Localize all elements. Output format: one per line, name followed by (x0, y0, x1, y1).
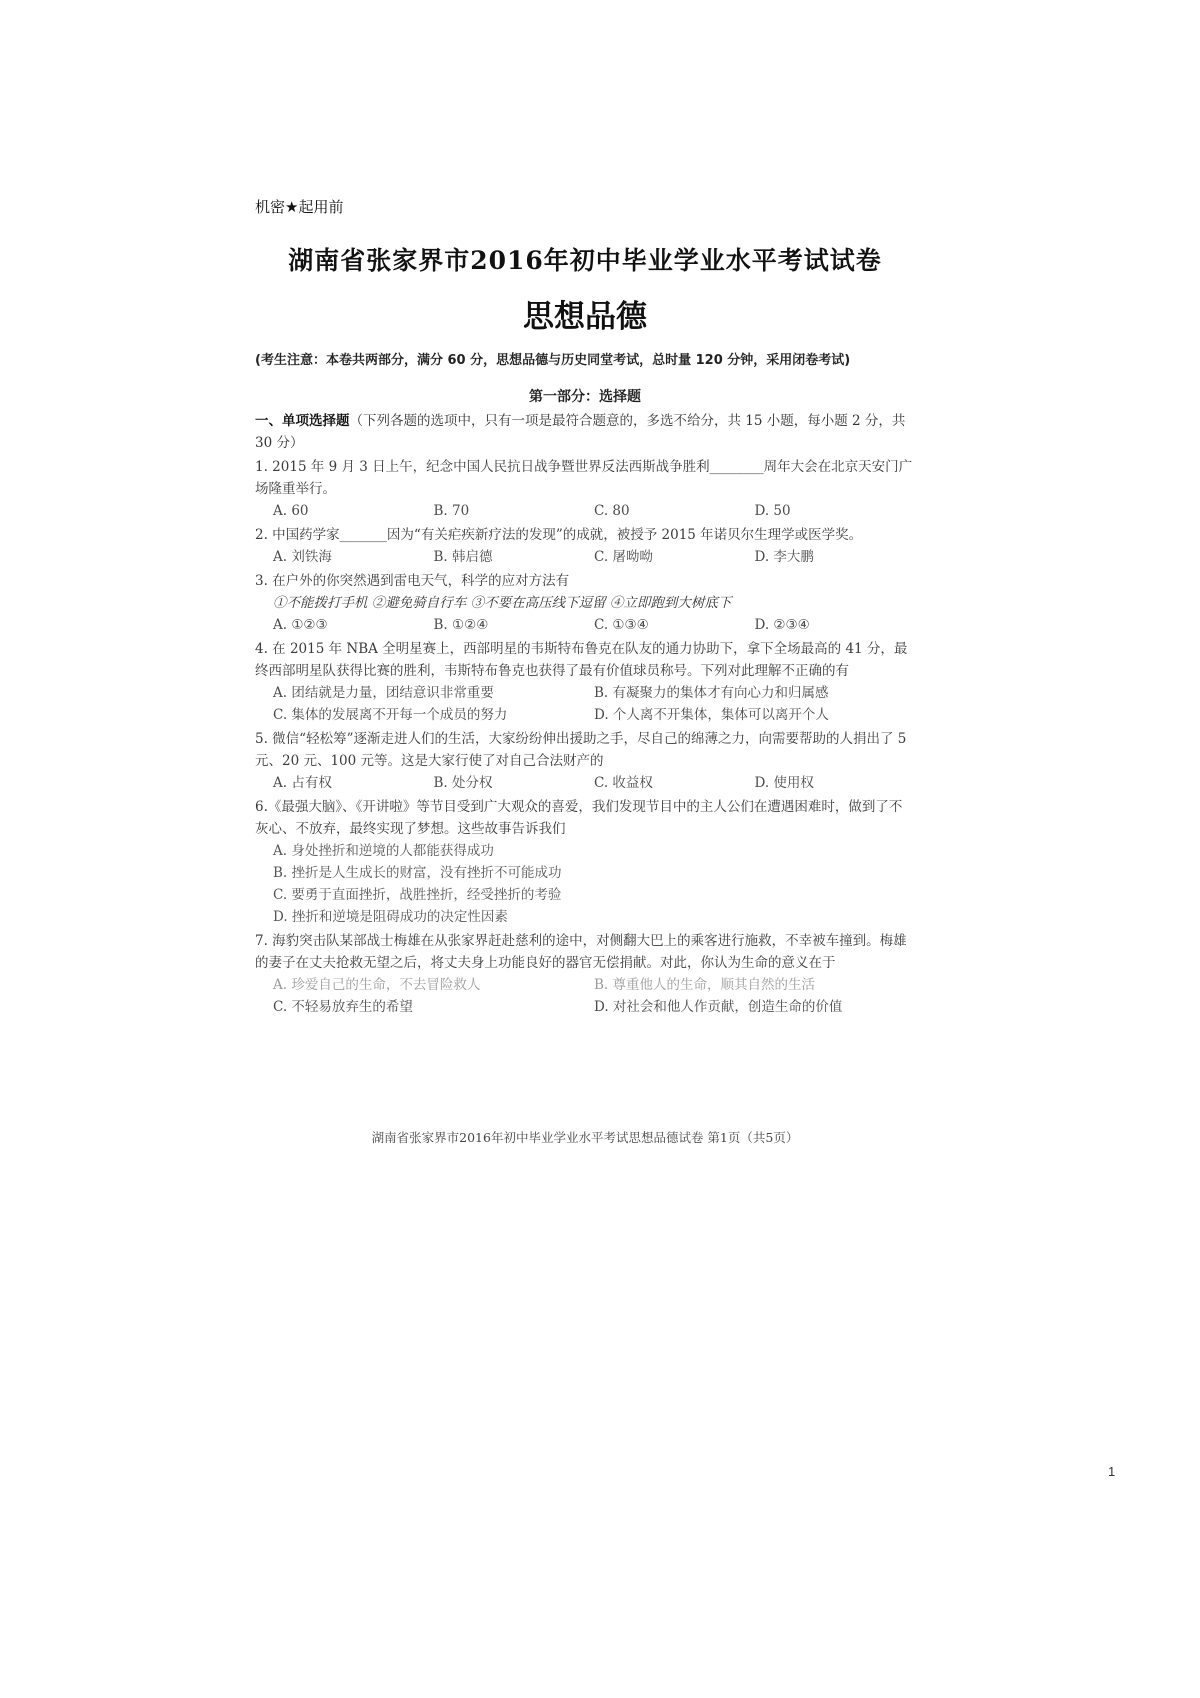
option: C. 要勇于直面挫折，战胜挫折，经受挫折的考验 (273, 887, 562, 903)
question-4-options (255, 682, 915, 726)
option: D. 50 (754, 503, 791, 519)
option: D. 挫折和逆境是阻碍成功的决定性因素 (273, 909, 508, 925)
option: A. 珍爱自己的生命，不去冒险救人 (273, 977, 481, 993)
question-3-options (255, 614, 915, 636)
option: B. 尊重他人的生命，顺其自然的生活 (594, 977, 816, 993)
option: A. 60 (273, 503, 309, 519)
option: A. ①②③ (273, 617, 328, 633)
question-4-stem: 4. 在 2015 年 NBA 全明星赛上，西部明星的韦斯特布鲁克在队友的通力协助下，拿下全场最高的 41 分，最终西部明星队获得比赛的胜利，韦斯特布鲁克也获得了最有价值球员称号。下列对此理解不正确的有 (255, 641, 908, 679)
section-label: 一、单项选择题 (255, 413, 350, 429)
option: A. 占有权 (273, 775, 332, 791)
part-one-title: 第一部分：选择题 (529, 389, 641, 405)
section-instructions: （下列各题的选项中，只有一项是最符合题意的，多选不给分，共 15 小题，每小题 2 分，共 30 分） (255, 413, 906, 451)
option: B. 韩启德 (433, 549, 493, 565)
option: B. 有凝聚力的集体才有向心力和归属感 (594, 685, 829, 701)
option: C. 屠呦呦 (594, 549, 653, 565)
option: C. 集体的发展离不开每一个成员的努力 (273, 707, 508, 723)
option: B. ①②④ (433, 617, 489, 633)
option: D. 使用权 (754, 775, 814, 791)
option: C. ①③④ (594, 617, 649, 633)
exam-title: 湖南省张家界市2016年初中毕业学业水平考试试卷 (288, 246, 882, 275)
question-3-stem: 3. 在户外的你突然遇到雷电天气，科学的应对方法有 (255, 573, 570, 589)
scanned-exam-sheet (255, 196, 915, 1018)
option: B. 挫折是人生成长的财富，没有挫折不可能成功 (273, 865, 562, 881)
option: B. 处分权 (433, 775, 493, 791)
option: D. ②③④ (754, 617, 810, 633)
exam-notice: (考生注意：本卷共两部分，满分 60 分，思想品德与历史同堂考试，总时量 120 分钟，采用闭卷考试) (255, 353, 851, 368)
question-7-stem: 7. 海豹突击队某部战士梅雄在从张家界赶赴慈利的途中，对侧翻大巴上的乘客进行施救，不幸被车撞到。梅雄的妻子在丈夫抢救无望之后，将丈夫身上功能良好的器官无偿捐献。对此，你认为生命的意义在于 (255, 933, 907, 971)
question-5-options (255, 772, 915, 794)
option: A. 团结就是力量，团结意识非常重要 (273, 685, 494, 701)
question-3-statements: ①不能拨打手机 ②避免骑自行车 ③不要在高压线下逗留 ④立即跑到大树底下 (273, 595, 732, 611)
question-1-options (255, 500, 915, 522)
confidential-mark: 机密★起用前 (255, 198, 344, 216)
option: D. 个人离不开集体，集体可以离开个人 (594, 707, 829, 723)
question-2-options (255, 546, 915, 568)
option: B. 70 (433, 503, 470, 519)
option: C. 收益权 (594, 775, 653, 791)
section-heading (255, 410, 915, 454)
question-5-stem: 5. 微信“轻松筹”逐渐走进人们的生活，大家纷纷伸出援助之手，尽自己的绵薄之力，向需要帮助的人捐出了 5 元、20 元、100 元等。这是大家行使了对自己合法财产的 (255, 731, 907, 769)
option: D. 李大鹏 (754, 549, 814, 565)
question-6-stem: 6.《最强大脑》、《开讲啦》等节目受到广大观众的喜爱，我们发现节目中的主人公们在遭遇困难时，做到了不灰心、不放弃，最终实现了梦想。这些故事告诉我们 (255, 799, 903, 837)
question-6-options (255, 840, 915, 928)
question-1-stem: 1. 2015 年 9 月 3 日上午，纪念中国人民抗日战争暨世界反法西斯战争胜利________周年大会在北京天安门广场隆重举行。 (255, 459, 913, 497)
page-number: 1 (1108, 1464, 1116, 1479)
option: A. 刘铁海 (273, 549, 332, 565)
option: C. 不轻易放弃生的希望 (273, 999, 413, 1015)
option: D. 对社会和他人作贡献，创造生命的价值 (594, 999, 843, 1015)
page-footer: 湖南省张家界市2016年初中毕业学业水平考试思想品德试卷 第1页（共5页） (371, 1130, 799, 1145)
option: C. 80 (594, 503, 630, 519)
subject-title: 思想品德 (523, 299, 647, 335)
question-2-stem: 2. 中国药学家_______因为“有关疟疾新疗法的发现”的成就，被授予 2015 年诺贝尔生理学或医学奖。 (255, 527, 863, 543)
option: A. 身处挫折和逆境的人都能获得成功 (273, 843, 494, 859)
question-7-options (255, 974, 915, 1018)
